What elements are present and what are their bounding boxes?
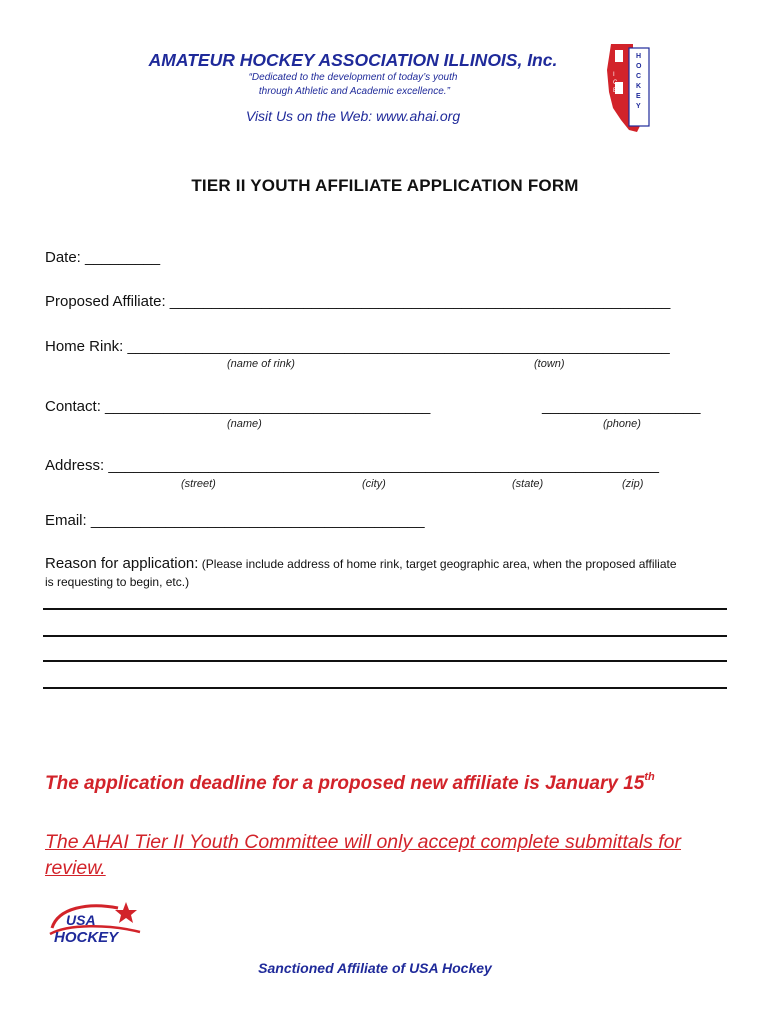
address-field[interactable]: Address: __________________________________________________________________ bbox=[45, 457, 659, 474]
form-title: TIER II YOUTH AFFILIATE APPLICATION FORM bbox=[191, 176, 579, 195]
email-field[interactable]: Email: ________________________________________ bbox=[45, 512, 425, 529]
svg-text:C: C bbox=[636, 73, 642, 80]
svg-text:E: E bbox=[613, 88, 618, 94]
home-rink-name-caption: (name of rink) bbox=[227, 358, 295, 370]
contact-name-field[interactable]: Contact: _______________________________________ bbox=[45, 398, 431, 415]
address-city-caption: (city) bbox=[362, 478, 386, 490]
reason-answer-line-1[interactable] bbox=[43, 608, 727, 610]
reason-label: Reason for application: bbox=[45, 555, 199, 572]
svg-text:K: K bbox=[636, 83, 642, 90]
home-rink-field[interactable]: Home Rink: _________________________________________________________________ bbox=[45, 338, 670, 355]
contact-phone-caption: (phone) bbox=[603, 418, 641, 430]
svg-text:I: I bbox=[613, 72, 615, 78]
organization-name: AMATEUR HOCKEY ASSOCIATION ILLINOIS, Inc. bbox=[148, 50, 558, 70]
address-state-caption: (state) bbox=[512, 478, 544, 490]
home-rink-town-caption: (town) bbox=[534, 358, 565, 370]
organization-tagline: “Dedicated to the development of today’s youth through Athletic and Academic excellence.” bbox=[248, 72, 458, 97]
sanctioned-affiliate-footer: Sanctioned Affiliate of USA Hockey bbox=[258, 960, 492, 976]
reason-instructions-continued: is requesting to begin, etc.) bbox=[45, 575, 190, 589]
date-field[interactable]: Date: _________ bbox=[45, 249, 161, 266]
proposed-affiliate-field[interactable]: Proposed Affiliate: ____________________________________________________________ bbox=[45, 293, 671, 310]
website-link-text: Visit Us on the Web: www.ahai.org bbox=[245, 108, 461, 124]
usa-hockey-logo bbox=[48, 898, 144, 946]
contact-name-caption: (name) bbox=[227, 418, 262, 430]
reason-instructions: (Please include address of home rink, target geographic area, when the proposed affiliate bbox=[198, 557, 677, 571]
contact-phone-field[interactable]: ___________________ bbox=[542, 398, 701, 415]
usa-logo-bottom-text: HOCKEY bbox=[54, 929, 119, 946]
svg-text:H: H bbox=[636, 53, 642, 60]
reason-answer-line-4[interactable] bbox=[43, 687, 727, 689]
reason-prompt bbox=[45, 555, 677, 573]
complete-submittals-notice: The AHAI Tier II Youth Committee will only accept complete submittals for review. bbox=[45, 831, 681, 879]
deadline-text: The application deadline for a proposed new affiliate is January 15 bbox=[45, 773, 645, 794]
svg-text:C: C bbox=[613, 80, 618, 86]
usa-logo-top-text: USA bbox=[66, 912, 96, 928]
deadline-ordinal: th bbox=[644, 771, 655, 783]
svg-text:Y: Y bbox=[636, 103, 641, 110]
svg-text:O: O bbox=[636, 63, 642, 70]
address-street-caption: (street) bbox=[181, 478, 216, 490]
reason-answer-line-2[interactable] bbox=[43, 635, 727, 637]
deadline-notice bbox=[45, 771, 655, 795]
ahai-illinois-logo bbox=[603, 40, 651, 136]
address-zip-caption: (zip) bbox=[622, 478, 644, 490]
reason-answer-line-3[interactable] bbox=[43, 660, 727, 662]
svg-text:E: E bbox=[636, 93, 641, 100]
